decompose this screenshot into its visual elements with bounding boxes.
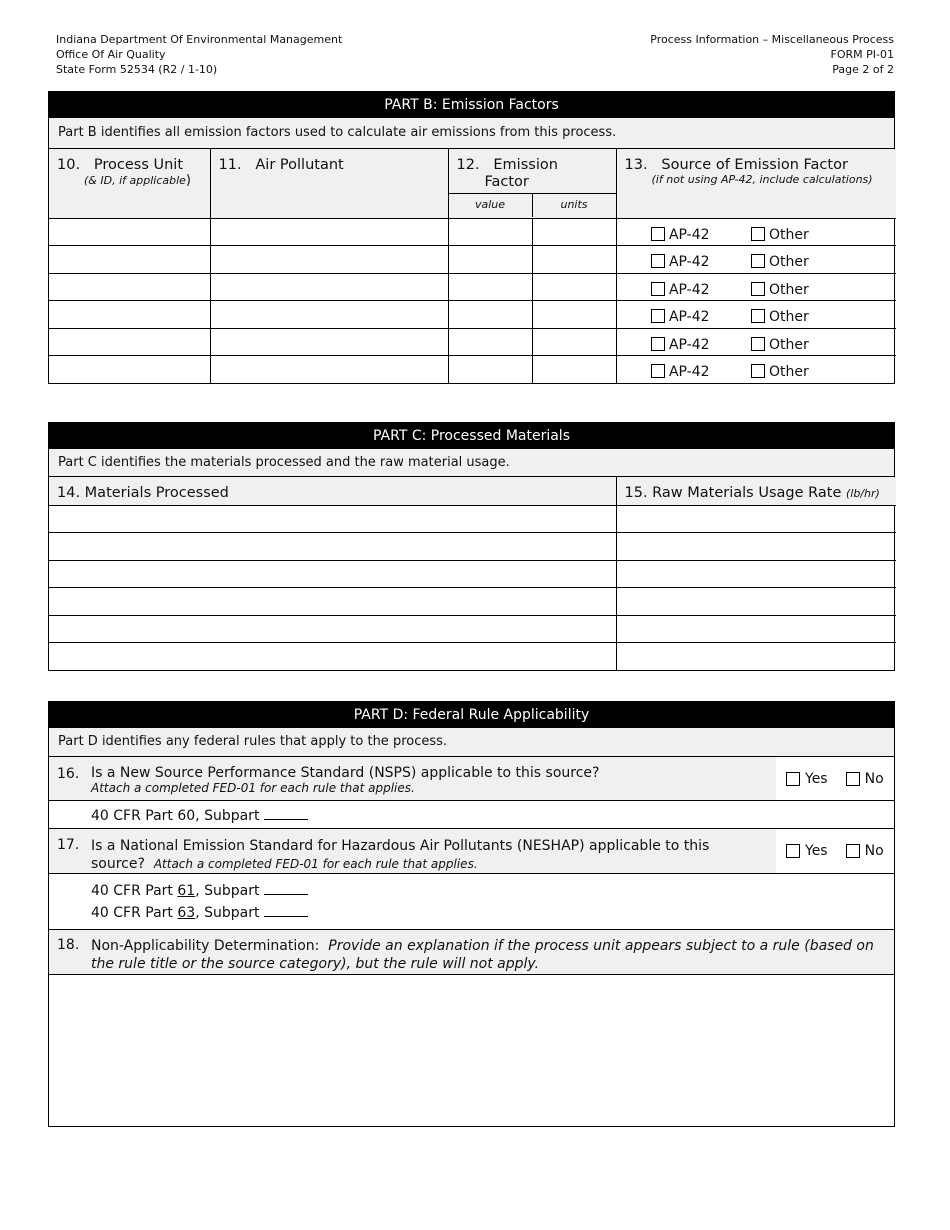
process-unit-cell[interactable] [49, 328, 210, 356]
col-header-emission-factor [448, 149, 616, 218]
ap42-checkbox[interactable] [651, 364, 665, 378]
table-row [49, 328, 896, 356]
q16-no-label: No [864, 770, 884, 787]
ap42-checkbox[interactable] [651, 282, 665, 296]
q17-no-label: No [864, 843, 884, 859]
col12-value-label: value [449, 194, 533, 217]
q18-label: Non-Applicability Determination: [91, 938, 320, 954]
materials-processed-cell[interactable] [49, 643, 616, 671]
q17-cfr-63 [91, 902, 894, 924]
part-b-section [48, 91, 895, 384]
ef-value-cell[interactable] [448, 246, 532, 274]
q17-text: Is a National Emission Standard for Hazardous Air Pollutants (NESHAP) applicable to this source? [91, 838, 710, 872]
q17-part-61: 61 [177, 883, 196, 899]
col12-label-a: Emission [493, 157, 558, 173]
ef-units-cell[interactable] [532, 218, 616, 246]
air-pollutant-cell[interactable] [210, 301, 448, 329]
q16-no-checkbox[interactable] [846, 772, 860, 786]
process-unit-cell[interactable] [49, 301, 210, 329]
table-row [49, 218, 896, 246]
q17-cfr-block [49, 874, 894, 930]
q18-text: Provide an explanation if the process unit appears subject to a rule (based on the rule title or the source category), but the rule will not apply. [91, 938, 874, 972]
state-form-number: State Form 52534 (R2 / 1-10) [56, 63, 218, 76]
col-header-usage-rate [616, 477, 896, 505]
other-checkbox[interactable] [751, 309, 765, 323]
ap42-label: AP-42 [668, 336, 710, 353]
q17-number: 17. [49, 829, 91, 873]
usage-rate-cell[interactable] [616, 588, 896, 616]
col12-units-label: units [560, 198, 588, 211]
usage-rate-cell[interactable] [616, 643, 896, 671]
form-id: FORM PI-01 [830, 48, 894, 61]
q17-cfr-61 [91, 880, 894, 902]
ap42-label: AP-42 [668, 254, 710, 270]
col15-unit: (lb/hr) [846, 487, 880, 500]
q17-part-63: 63 [177, 905, 196, 921]
source-cell [616, 301, 896, 329]
ap42-label: AP-42 [668, 281, 710, 298]
agency-name: Indiana Department Of Environmental Management [56, 33, 343, 46]
part-d-title: PART D: Federal Rule Applicability [49, 702, 894, 728]
part-d-description: Part D identifies any federal rules that apply to the process. [49, 728, 894, 757]
col-header-process-unit [49, 149, 210, 218]
part-d-section [48, 701, 895, 1127]
col10-sublabel: (& ID, if applicable [84, 174, 186, 187]
q17-yes-no [776, 829, 894, 873]
question-16 [49, 757, 894, 801]
part-b-description: Part B identifies all emission factors used to calculate air emissions from this process. [49, 118, 894, 149]
other-checkbox[interactable] [751, 282, 765, 296]
other-checkbox[interactable] [751, 364, 765, 378]
col12-number: 12. [456, 157, 480, 173]
col15-label: 15. Raw Materials Usage Rate [624, 485, 842, 501]
ap42-checkbox[interactable] [651, 309, 665, 323]
ef-units-cell[interactable] [532, 246, 616, 274]
q16-note: Attach a completed FED-01 for each rule that applies. [91, 781, 415, 795]
table-row [49, 356, 896, 384]
q16-number: 16. [49, 757, 91, 800]
col13-sublabel: (if not using AP-42, include calculations) [651, 173, 873, 186]
col-header-materials-processed: 14. Materials Processed [49, 477, 616, 505]
other-label: Other [769, 254, 809, 270]
q17-subpart-61-field[interactable] [264, 883, 308, 895]
usage-rate-cell[interactable] [616, 533, 896, 561]
question-18 [49, 930, 894, 975]
other-checkbox[interactable] [751, 227, 765, 241]
part-b-title: PART B: Emission Factors [49, 92, 894, 118]
part-c-description: Part C identifies the materials processed and the raw material usage. [49, 449, 894, 477]
other-label: Other [769, 309, 809, 325]
q17-no-checkbox[interactable] [846, 844, 860, 858]
table-row [49, 588, 896, 616]
col13-number: 13. [624, 157, 648, 173]
other-label: Other [769, 336, 809, 353]
ef-units-cell[interactable] [532, 328, 616, 356]
q16-cfr-row [49, 801, 894, 829]
q17-cfr-suffix: , Subpart [195, 905, 260, 921]
materials-processed-cell[interactable] [49, 615, 616, 643]
ef-value-cell[interactable] [448, 301, 532, 329]
col10-label: Process Unit [93, 157, 184, 173]
table-row [49, 505, 896, 533]
other-label: Other [769, 364, 809, 380]
process-unit-cell[interactable] [49, 356, 210, 384]
table-row [49, 533, 896, 561]
q16-yes-label: Yes [805, 770, 828, 787]
air-pollutant-cell[interactable] [210, 273, 448, 301]
air-pollutant-cell[interactable] [210, 328, 448, 356]
ap42-label: AP-42 [668, 226, 710, 243]
q17-cfr-prefix: 40 CFR Part [91, 883, 173, 899]
usage-rate-cell[interactable] [616, 615, 896, 643]
table-row [49, 273, 896, 301]
source-cell [616, 273, 896, 301]
q16-yes-checkbox[interactable] [786, 772, 800, 786]
source-cell [616, 246, 896, 274]
air-pollutant-cell[interactable] [210, 218, 448, 246]
source-cell [616, 356, 896, 384]
q17-subpart-63-field[interactable] [264, 905, 308, 917]
q16-text: Is a New Source Performance Standard (NSPS) applicable to this source? [91, 765, 600, 781]
ap42-label: AP-42 [668, 309, 710, 325]
col10-paren: ) [185, 173, 191, 188]
usage-rate-cell[interactable] [616, 560, 896, 588]
office-name: Office Of Air Quality [56, 48, 166, 61]
q18-text-block [91, 930, 894, 974]
col11-label: Air Pollutant [255, 157, 344, 173]
other-label: Other [769, 281, 809, 298]
ap42-checkbox[interactable] [651, 337, 665, 351]
q17-cfr-suffix: , Subpart [195, 883, 260, 899]
ef-units-cell[interactable] [532, 273, 616, 301]
materials-processed-cell[interactable] [49, 560, 616, 588]
q18-number: 18. [57, 937, 80, 953]
ap42-checkbox[interactable] [651, 254, 665, 268]
col12-label-b: Factor [484, 174, 529, 190]
col-header-source [616, 149, 896, 218]
form-header-left [56, 32, 342, 77]
table-row [49, 301, 896, 329]
question-17 [49, 829, 894, 874]
ef-value-cell[interactable] [448, 273, 532, 301]
q17-yes-label: Yes [805, 843, 828, 859]
ef-value-cell[interactable] [448, 356, 532, 384]
materials-processed-cell[interactable] [49, 588, 616, 616]
process-unit-cell[interactable] [49, 273, 210, 301]
q18-explanation-area[interactable] [49, 975, 894, 1125]
page-number: Page 2 of 2 [832, 63, 894, 76]
table-row [49, 246, 896, 274]
ap42-checkbox[interactable] [651, 227, 665, 241]
air-pollutant-cell[interactable] [210, 356, 448, 384]
col-header-air-pollutant [210, 149, 448, 218]
usage-rate-cell[interactable] [616, 505, 896, 533]
q17-text-block [91, 829, 776, 873]
col13-label: Source of Emission Factor [661, 157, 848, 173]
q16-yes-no [776, 757, 894, 800]
process-unit-cell[interactable] [49, 218, 210, 246]
ef-units-cell[interactable] [532, 301, 616, 329]
source-cell [616, 328, 896, 356]
air-pollutant-cell[interactable] [210, 246, 448, 274]
q16-cfr [49, 801, 308, 828]
col11-number: 11. [218, 157, 242, 173]
process-unit-cell[interactable] [49, 246, 210, 274]
ef-value-cell[interactable] [448, 328, 532, 356]
other-checkbox[interactable] [751, 337, 765, 351]
q16-text-block [91, 757, 776, 800]
table-row [49, 560, 896, 588]
table-row [49, 615, 896, 643]
part-c-section [48, 422, 895, 671]
q17-yes-checkbox[interactable] [786, 844, 800, 858]
ef-value-cell[interactable] [448, 218, 532, 246]
source-cell [616, 218, 896, 246]
form-title: Process Information – Miscellaneous Process [650, 33, 894, 46]
materials-processed-cell[interactable] [49, 505, 616, 533]
part-c-title: PART C: Processed Materials [49, 423, 894, 449]
emission-factors-table [49, 149, 896, 383]
ef-units-cell[interactable] [532, 356, 616, 384]
materials-processed-cell[interactable] [49, 533, 616, 561]
table-row [49, 643, 896, 671]
other-checkbox[interactable] [751, 254, 765, 268]
q16-cfr-label: 40 CFR Part 60, Subpart [91, 808, 260, 824]
form-header-right [650, 32, 894, 77]
q17-cfr-prefix: 40 CFR Part [91, 905, 173, 921]
other-label: Other [769, 226, 809, 243]
q16-subpart-field[interactable] [264, 808, 308, 820]
processed-materials-table [49, 477, 896, 670]
q17-note: Attach a completed FED-01 for each rule that applies. [153, 857, 478, 871]
ap42-label: AP-42 [668, 364, 710, 380]
col10-number: 10. [57, 157, 81, 173]
